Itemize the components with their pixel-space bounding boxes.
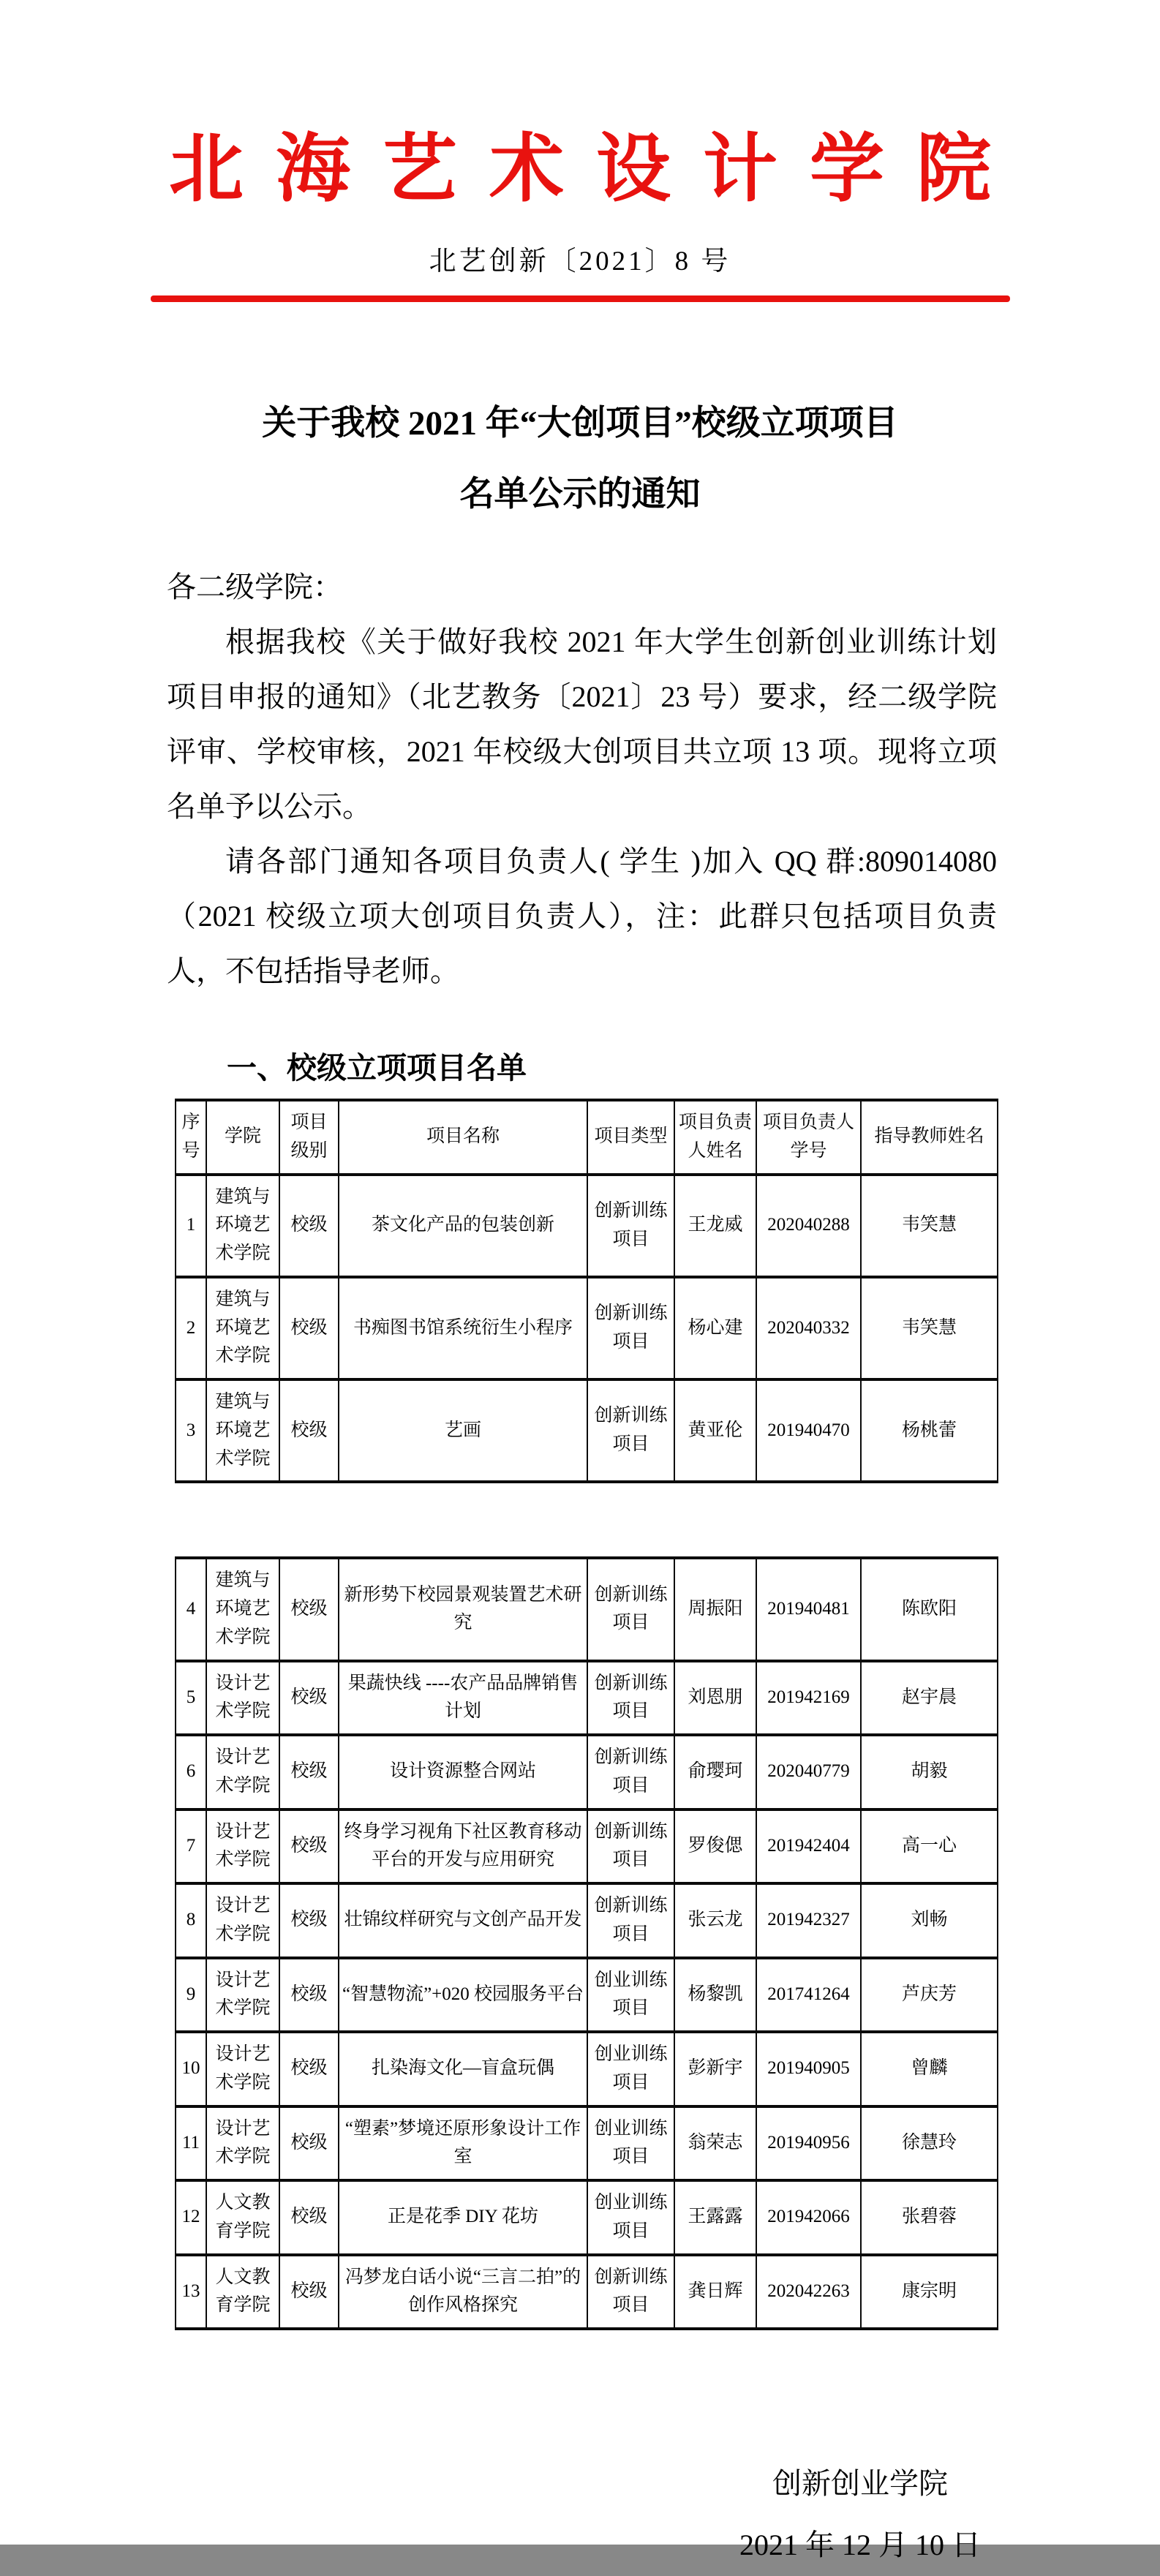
table-cell: 人文教育学院 xyxy=(206,2180,279,2255)
table-cell: 建筑与环境艺术学院 xyxy=(206,1379,279,1482)
table-cell: 康宗明 xyxy=(861,2255,998,2330)
table-cell: 13 xyxy=(176,2255,206,2330)
column-header: 学院 xyxy=(206,1100,279,1175)
table-cell: 12 xyxy=(176,2180,206,2255)
column-header: 项目类型 xyxy=(587,1100,674,1175)
notice-title-line1: 关于我校 2021 年“大创项目”校级立项项目 xyxy=(262,404,898,442)
date: 2021 年 12 月 10 日 xyxy=(739,2528,981,2561)
table-cell: 翁荣志 xyxy=(674,2106,756,2181)
table-row xyxy=(176,2180,998,2255)
table-cell: 创新训练项目 xyxy=(587,1277,674,1379)
table-cell: 创新训练项目 xyxy=(587,1735,674,1809)
table-cell: 赵宇晨 xyxy=(861,1661,998,1736)
table-cell: 周振阳 xyxy=(674,1558,756,1660)
table-cell: 设计艺术学院 xyxy=(206,1735,279,1809)
notice-title-line2: 名单公示的通知 xyxy=(459,475,701,513)
table-cell: 杨桃蕾 xyxy=(861,1379,998,1482)
table-cell: 创业训练项目 xyxy=(587,2106,674,2181)
table-cell: 8 xyxy=(176,1883,206,1958)
table-cell: 202040332 xyxy=(756,1277,861,1379)
table-cell: 黄亚伦 xyxy=(674,1379,756,1482)
table-cell: 新形势下校园景观装置艺术研究 xyxy=(339,1558,587,1660)
table-cell: 王露露 xyxy=(674,2180,756,2255)
table-cell: 校级 xyxy=(279,1809,339,1884)
organization-title: 北海艺术设计学院 xyxy=(169,129,1023,211)
table-row xyxy=(176,1277,998,1379)
table-cell: 校级 xyxy=(279,1379,339,1482)
table-cell: 杨心建 xyxy=(674,1277,756,1379)
table-cell: 校级 xyxy=(279,2032,339,2106)
table-cell: 俞璎珂 xyxy=(674,1735,756,1809)
table-row xyxy=(176,1735,998,1809)
table-cell: 设计艺术学院 xyxy=(206,1661,279,1736)
column-header: 序号 xyxy=(176,1100,206,1175)
table-cell: 杨黎凯 xyxy=(674,1958,756,2033)
table-cell: 创新训练项目 xyxy=(587,1175,674,1277)
body-paragraph-1: 根据我校《关于做好我校 2021 年大学生创新创业训练计划项目申报的通知》（北艺教务〔2021〕23 号）要求，经二级学院评审、学校审核，2021 年校级大创项目共立项 13 项。现将立项名单予以公示。 xyxy=(167,625,997,823)
table-cell: 5 xyxy=(176,1661,206,1736)
table-cell: 201942169 xyxy=(756,1661,861,1736)
table-cell: 扎染海文化—盲盒玩偶 xyxy=(339,2032,587,2106)
table-cell: 芦庆芳 xyxy=(861,1958,998,2033)
salutation: 各二级学院： xyxy=(167,570,342,603)
table-cell: 创业训练项目 xyxy=(587,1958,674,2033)
table-cell: 校级 xyxy=(279,2180,339,2255)
table-cell: 校级 xyxy=(279,1883,339,1958)
table-cell: 202040779 xyxy=(756,1735,861,1809)
table-cell: 王龙威 xyxy=(674,1175,756,1277)
table-cell: 创新训练项目 xyxy=(587,1558,674,1660)
table-cell: 7 xyxy=(176,1809,206,1884)
table-cell: 校级 xyxy=(279,1958,339,2033)
table-cell: 创新训练项目 xyxy=(587,2255,674,2330)
table-cell: 壮锦纹样研究与文创产品开发 xyxy=(339,1883,587,1958)
table-cell: 张碧蓉 xyxy=(861,2180,998,2255)
notice-title xyxy=(0,388,1160,530)
table-cell: 1 xyxy=(176,1175,206,1277)
table-cell: 彭新宇 xyxy=(674,2032,756,2106)
table-cell: 201940956 xyxy=(756,2106,861,2181)
table-row xyxy=(176,2255,998,2330)
table-cell: 校级 xyxy=(279,1277,339,1379)
table-cell: 设计艺术学院 xyxy=(206,1809,279,1884)
table-cell: 创新训练项目 xyxy=(587,1809,674,1884)
table-row xyxy=(176,1958,998,2033)
table-row xyxy=(176,1558,998,1660)
table-cell: 设计艺术学院 xyxy=(206,1883,279,1958)
body-paragraph-2: 请各部门通知各项目负责人( 学生 )加入 QQ 群:809014080（2021 校级立项大创项目负责人），注：此群只包括项目负责人，不包括指导老师。 xyxy=(167,845,997,987)
table-cell: 建筑与环境艺术学院 xyxy=(206,1558,279,1660)
table-cell: 设计艺术学院 xyxy=(206,1958,279,2033)
table-cell: 10 xyxy=(176,2032,206,2106)
column-header: 项目名称 xyxy=(339,1100,587,1175)
table-cell: 4 xyxy=(176,1558,206,1660)
table-cell: 罗俊偲 xyxy=(674,1809,756,1884)
table-cell: 201942066 xyxy=(756,2180,861,2255)
table-cell: 2 xyxy=(176,1277,206,1379)
table-cell: 曾麟 xyxy=(861,2032,998,2106)
table-cell: 校级 xyxy=(279,1735,339,1809)
table-cell: 设计艺术学院 xyxy=(206,2106,279,2181)
project-table-part2 xyxy=(175,1556,998,2330)
table-cell: 9 xyxy=(176,1958,206,2033)
table-cell: 校级 xyxy=(279,1661,339,1736)
table-cell: 韦笑慧 xyxy=(861,1277,998,1379)
table-cell: 201940905 xyxy=(756,2032,861,2106)
table-cell: 3 xyxy=(176,1379,206,1482)
notice-body xyxy=(167,560,997,998)
table-row xyxy=(176,2032,998,2106)
table-cell: 创业训练项目 xyxy=(587,2180,674,2255)
table-cell: 徐慧玲 xyxy=(861,2106,998,2181)
table-cell: 书痴图书馆系统衍生小程序 xyxy=(339,1277,587,1379)
column-header: 指导教师姓名 xyxy=(861,1100,998,1175)
table-cell: 建筑与环境艺术学院 xyxy=(206,1277,279,1379)
table-row xyxy=(176,2106,998,2181)
table-row xyxy=(176,1661,998,1736)
table-cell: 201942327 xyxy=(756,1883,861,1958)
table-cell: 6 xyxy=(176,1735,206,1809)
column-header: 项目级别 xyxy=(279,1100,339,1175)
table-cell: 校级 xyxy=(279,1558,339,1660)
table-cell: 201741264 xyxy=(756,1958,861,2033)
table-cell: 终身学习视角下社区教育移动平台的开发与应用研究 xyxy=(339,1809,587,1884)
document-number: 北艺创新〔2021〕8 号 xyxy=(429,246,731,276)
table-cell: 刘恩朋 xyxy=(674,1661,756,1736)
table-cell: 校级 xyxy=(279,1175,339,1277)
table-cell: 正是花季 DIY 花坊 xyxy=(339,2180,587,2255)
table-cell: 设计资源整合网站 xyxy=(339,1735,587,1809)
table-cell: 201942404 xyxy=(756,1809,861,1884)
table-cell: 陈欧阳 xyxy=(861,1558,998,1660)
table-cell: 校级 xyxy=(279,2106,339,2181)
table-cell: 11 xyxy=(176,2106,206,2181)
table-cell: 果蔬快线 ----农产品品牌销售计划 xyxy=(339,1661,587,1736)
column-header: 项目负责人学号 xyxy=(756,1100,861,1175)
section-heading: 一、校级立项项目名单 xyxy=(227,1051,527,1085)
table-cell: 艺画 xyxy=(339,1379,587,1482)
table-header-row xyxy=(176,1100,998,1175)
table-cell: 创新训练项目 xyxy=(587,1883,674,1958)
table-cell: 202040288 xyxy=(756,1175,861,1277)
signature: 创新创业学院 xyxy=(772,2467,948,2500)
red-divider-line xyxy=(151,295,1010,302)
table-row xyxy=(176,1809,998,1884)
table-cell: 201940470 xyxy=(756,1379,861,1482)
table-cell: 建筑与环境艺术学院 xyxy=(206,1175,279,1277)
table-cell: 202042263 xyxy=(756,2255,861,2330)
table-row xyxy=(176,1175,998,1277)
table-cell: 创新训练项目 xyxy=(587,1661,674,1736)
table-cell: 韦笑慧 xyxy=(861,1175,998,1277)
table-cell: 设计艺术学院 xyxy=(206,2032,279,2106)
table-cell: 张云龙 xyxy=(674,1883,756,1958)
footer-block xyxy=(699,2453,1021,2576)
table-cell: 创业训练项目 xyxy=(587,2032,674,2106)
project-table-part1 xyxy=(175,1099,998,1483)
table-cell: “智慧物流”+020 校园服务平台 xyxy=(339,1958,587,2033)
column-header: 项目负责人姓名 xyxy=(674,1100,756,1175)
table-cell: 201940481 xyxy=(756,1558,861,1660)
table-cell: 校级 xyxy=(279,2255,339,2330)
table-cell: 人文教育学院 xyxy=(206,2255,279,2330)
table-cell: 高一心 xyxy=(861,1809,998,1884)
table-cell: 冯梦龙白话小说“三言二拍”的创作风格探究 xyxy=(339,2255,587,2330)
table-row xyxy=(176,1379,998,1482)
table-cell: “塑素”梦境还原形象设计工作室 xyxy=(339,2106,587,2181)
table-cell: 创新训练项目 xyxy=(587,1379,674,1482)
table-cell: 茶文化产品的包装创新 xyxy=(339,1175,587,1277)
table-cell: 刘畅 xyxy=(861,1883,998,1958)
table-row xyxy=(176,1883,998,1958)
table-cell: 龚日辉 xyxy=(674,2255,756,2330)
table-cell: 胡毅 xyxy=(861,1735,998,1809)
